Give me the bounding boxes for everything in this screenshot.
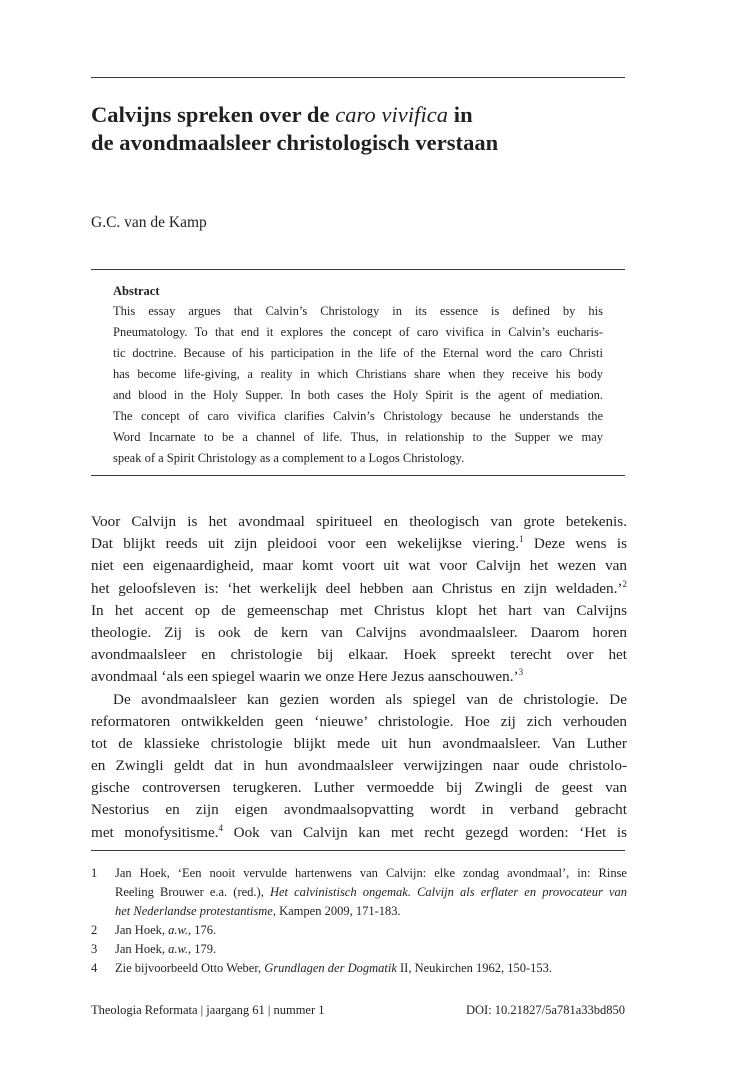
abstract-block [113, 282, 603, 469]
body-line: theologie. Zij is ook de kern van Calvijns avondmaalsleer. Daarom horen [91, 623, 627, 641]
body-line: niet een eigenaardigheid, maar komt voort uit wat voor Calvijn het wezen van [91, 557, 627, 575]
abstract-bottom-rule [91, 475, 625, 476]
journal-info: Theologia Reformata | jaargang 61 | nummer 1 [91, 1003, 325, 1017]
body-line: gische controversen terugkeren. Luther vermoedde bij Zwingli de geest van [91, 779, 627, 797]
body-line: avondmaalsleer en christologie bij elkaar. Hoek spreekt terecht over het [91, 646, 627, 664]
author-name: G.C. van de Kamp [91, 214, 207, 231]
top-rule [91, 77, 625, 78]
title-text-end: in [448, 102, 473, 127]
body-line: en Zwingli geldt dat in hun avondmaalsleer verwijzingen naar oude christolo- [91, 757, 627, 775]
footnote-number: 2 [91, 923, 98, 937]
body-line: De avondmaalsleer kan gezien worden als spiegel van de christologie. De [113, 690, 627, 708]
abstract-line: and blood in the Holy Supper. In both cases the Holy Spirit is the agent of mediation. [113, 388, 603, 402]
title-italic-term: caro vivifica [335, 102, 449, 127]
footnote-ref-3[interactable]: 3 [518, 667, 524, 678]
abstract-top-rule [91, 269, 625, 270]
footnote-number: 3 [91, 942, 98, 956]
footnote-ref-2[interactable]: 2 [622, 578, 627, 589]
body-text [91, 511, 627, 844]
body-line: reformatoren ontwikkelden geen ‘nieuwe’ christologie. Hoe zij zich verhouden [91, 712, 627, 730]
footnotes [91, 864, 627, 978]
abstract-line: Pneumatology. To that end it explores the concept of caro vivifica in Calvin’s eucharis- [113, 325, 603, 339]
body-line: tot de klassieke christologie blijkt mede uit hun avondmaalsleer. Van Luther [91, 734, 627, 752]
footnote: 4 Zie bijvoorbeeld Otto Weber, Grundlagen der Dogmatik II, Neukirchen 1962, 150-153. [91, 959, 627, 978]
body-line: avondmaal ‘als een spiegel waarin we onze Here Jezus aanschouwen.’$^3$ [91, 667, 524, 686]
footnote-rule [91, 850, 625, 851]
abstract-line: tic doctrine. Because of his participation in the life of the Eternal word the caro Christi [113, 346, 603, 360]
page-footer [91, 1001, 625, 1019]
body-line: het geloofsleven is: ‘het werkelijk deel hebben aan Christus en zijn weldaden.’$^2$ [91, 578, 627, 597]
footnote-number: 1 [91, 866, 98, 880]
title-line-2: de avondmaalsleer christologisch verstaan [91, 130, 499, 155]
body-line: Dat blijkt reeds uit zijn pleidooi voor een wekelijkse viering.$^1$ Deze wens is [91, 534, 627, 553]
footnote: 3 Jan Hoek, a.w., 179. [91, 940, 627, 959]
body-line: met monofysitisme.$^4$ Ook van Calvijn kan met recht gezegd worden: ‘Het is [91, 822, 627, 841]
footnote-number: 4 [91, 961, 98, 975]
footnote: 1 Jan Hoek, ‘Een nooit vervulde hartenwens van Calvijn: elke zondag avondmaal’, in: Rinse Reeling Brouwer e.a. (red.), Het calvinistisch ongemak. Calvijn als erflater en provocateur van het Nederlandse protestantisme, Kampen 2009, 171-183. [91, 864, 627, 921]
body-line: Voor Calvijn is het avondmaal spiritueel en theologisch van grote betekenis. [91, 513, 627, 530]
doi-link[interactable]: DOI: 10.21827/5a781a33bd850 [465, 1003, 625, 1017]
body-line: In het accent op de gemeenschap met Christus klopt het hart van Calvijns [91, 601, 627, 619]
abstract-line: Word Incarnate to be a channel of life. Thus, in relationship to the Supper we may [113, 430, 603, 444]
title-text: Calvijns spreken over de [91, 102, 336, 127]
body-line: Nestorius en zijn eigen avondmaalsopvatting wordt in verband gebracht [91, 801, 627, 819]
abstract-line: This essay argues that Calvin’s Christology in its essence is defined by his [113, 304, 603, 318]
article-title [91, 101, 631, 157]
footnote-ref-1[interactable]: 1 [519, 534, 524, 545]
abstract-line: has become life-giving, a reality in which Christians share when they receive his body [113, 367, 603, 381]
footnote-ref-4[interactable]: 4 [218, 822, 223, 833]
footnote: 2 Jan Hoek, a.w., 176. [91, 921, 627, 940]
abstract-heading: Abstract [113, 284, 160, 298]
abstract-line: speak of a Spirit Christology as a complement to a Logos Christology. [113, 451, 465, 465]
abstract-line: The concept of caro vivifica clarifies Calvin’s Christology because he understands the [113, 409, 603, 423]
